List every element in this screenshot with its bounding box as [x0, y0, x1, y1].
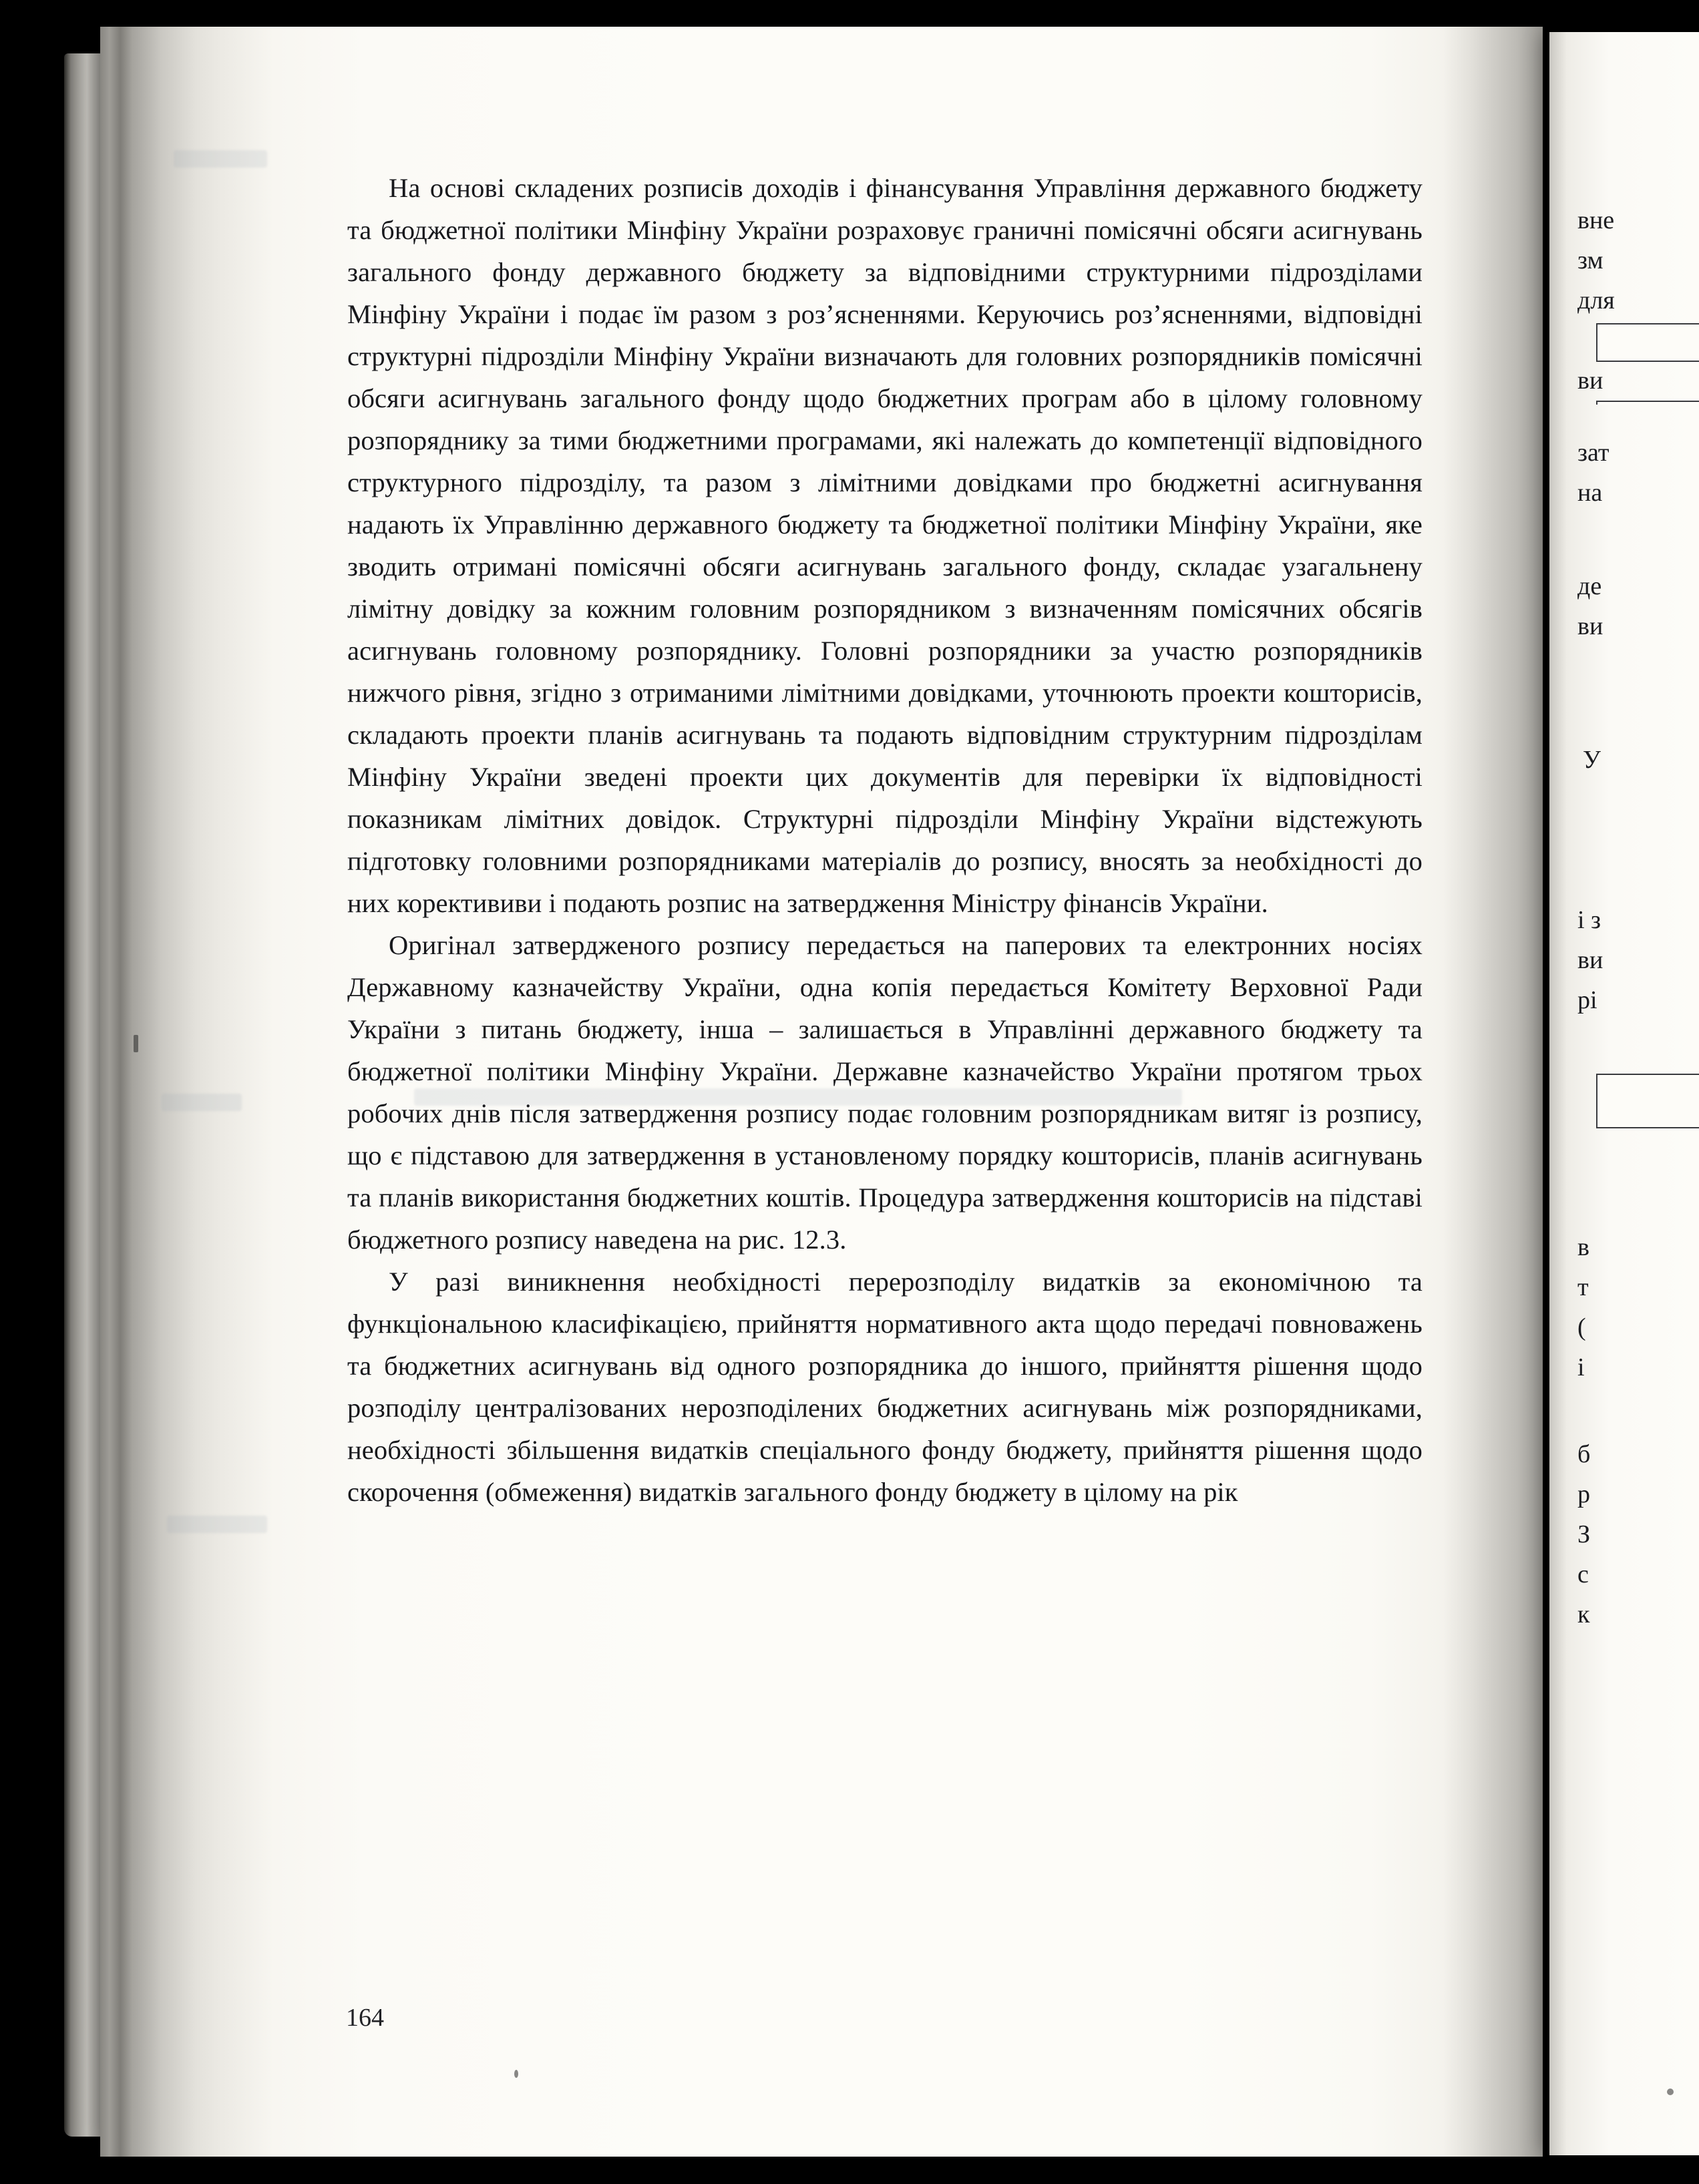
show-through-blot-2 [162, 1094, 242, 1111]
paragraph-2: Оригінал затвердженого розпису передається на паперових та електронних носіях Державному казначейству України, одна копія передається Комітету Верховної Ради України з питань бюджету, інша – залишається в Управлінні державного бюджету та бюджетної політики Мінфіну України. Державне казначейство України протягом трьох робочих днів після затвердження розпису подає головним розпорядникам витяг із розпису, що є підставою для затвердження в установленому порядку кошторисів, планів асигнувань та планів використання бюджетних коштів. Процедура затвердження кошторисів на підставі бюджетного розпису наведена на рис. 12.3. [347, 930, 1423, 1255]
right-fragment-13: в [1577, 1233, 1589, 1261]
right-figure-box-3 [1596, 1074, 1699, 1128]
right-fragment-17: б [1577, 1440, 1591, 1468]
right-figure-box-1 [1596, 323, 1699, 362]
right-fragment-14: т [1577, 1273, 1589, 1301]
right-fragment-2: зм [1577, 246, 1603, 274]
right-fragment-1: вне [1577, 206, 1615, 234]
show-through-blot-1 [174, 150, 267, 168]
right-fragment-15: ( [1577, 1313, 1586, 1341]
right-fragment-10: і з [1577, 906, 1601, 934]
page-number: 164 [346, 2004, 384, 2032]
paragraph-1: На основі складених розписів доходів і фінансування Управління державного бюджету та бюджетної політики Мінфіну України розраховує граничні помісячні обсяги асигнувань загального фонду державного бюджету за відповідними структурними підрозділами Мінфіну України і подає їм разом з роз’ясненнями. Керуючись роз’ясненнями, відповідні структурні підрозділи Мінфіну України визначають для головних розпорядників помісячні обсяги асигнувань загального фонду щодо бюджетних програм або в цілому головному розпоряднику за тими бюджетними програмами, які належать до компетенції відповідного структурного підрозділу, та разом з лімітними довідками про бюджетні асигнування надають їх Управлінню державного бюджету та бюджетної політики Мінфіну України, яке зводить отримані помісячні обсяги асигнувань загального фонду, складає узагальнену лімітну довідку за кожним головним розпорядником з визначенням помісячних обсягів асигнувань головному розпоряднику. Головні розпорядники за участю розпорядників нижчого рівня, згідно з отриманими лімітними довідками, уточнюють проекти кошторисів, складають проекти планів асигнувань та подають відповідним структурним підрозділам Мінфіну України зведені проекти цих документів для перевірки їх відповідності показникам лімітних довідок. Структурні підрозділи Мінфіну України відстежують підготовку головними розпорядниками матеріалів до розпису, вносять за необхідності до них коректививи і подають розпис на затвердження Міністру фінансів України. [347, 173, 1423, 918]
right-fragment-5: зат [1577, 439, 1610, 467]
right-fragment-19: З [1577, 1520, 1591, 1548]
dust-speck-3 [1667, 2089, 1674, 2095]
left-page [100, 27, 1543, 2157]
right-fragment-8: ви [1577, 612, 1603, 640]
right-fragment-11: ви [1577, 946, 1603, 974]
right-page [1549, 32, 1699, 2155]
right-fragment-9: У [1583, 746, 1601, 774]
right-figure-box-2 [1596, 401, 1699, 405]
paragraph-3: У разі виникнення необхідності перерозподілу видатків за економічною та функціональною класифікацією, прийняття нормативного акта щодо передачі повноважень та бюджетних асигнувань від одного розпорядника до іншого, прийняття рішення щодо розподілу централізованих нерозподілених бюджетних асигнувань між розпорядниками, необхідності збільшення видатків спеціального фонду бюджету, прийняття рішення щодо скорочення (обмеження) видатків загального фонду бюджету в цілому на рік [347, 1267, 1423, 1507]
right-fragment-7: де [1577, 572, 1602, 600]
body-text-column [347, 167, 1423, 1513]
right-fragment-20: с [1577, 1560, 1589, 1588]
right-fragment-6: на [1577, 479, 1603, 507]
dust-speck-1 [514, 2070, 518, 2078]
right-fragment-21: к [1577, 1600, 1590, 1628]
dust-speck-2 [134, 1035, 138, 1052]
right-fragment-18: р [1577, 1480, 1590, 1508]
right-fragment-16: і [1577, 1353, 1585, 1381]
show-through-blot-4 [167, 1516, 267, 1533]
right-fragment-3: для [1577, 286, 1615, 314]
right-fragment-4: ви [1577, 367, 1603, 395]
right-fragment-12: рі [1577, 986, 1597, 1014]
